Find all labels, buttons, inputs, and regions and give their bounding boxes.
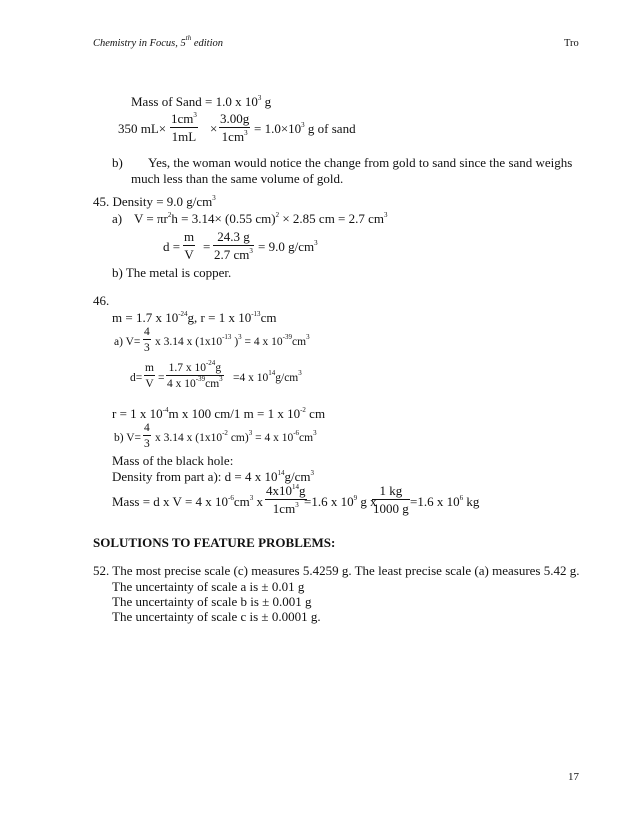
q45-d-result: = 9.0 $g/cm^3$ (258, 239, 318, 254)
q46-black-hole-density: Density from part a): d = 4 x $10^{14}g/cm^3$ (112, 469, 314, 484)
q45-a-volume: $V = \pi r^2h = 3.14\times (0.55$ cm)$^2$ × 2.85 cm = 2.7 $cm^3$ (134, 211, 388, 226)
q46-va-lead: a) V= (114, 336, 141, 348)
q46-d-fraction-1: m V (145, 362, 154, 390)
item-b-line1: Yes, the woman would notice the change from gold to sand since the sand weighs (148, 155, 573, 170)
q46-black-hole-label: Mass of the black hole: (112, 453, 234, 468)
q46-mass-lead: Mass = d x V = 4 x $10^{-6}cm^3$ x (112, 494, 264, 509)
q46-mass-fraction-1: $4x10^{14}g$ $1cm^3$ (266, 483, 306, 516)
sand-times: × (210, 121, 218, 136)
item-b-label: b) (112, 155, 123, 170)
q46-mass-result: =1.6 x $10^6$ kg (410, 494, 480, 509)
q46-vb-fraction: 4 3 (144, 422, 150, 450)
q46-given: m = 1.7 x $10^{-24}g$, r = 1 x $10^{-13}cm$ (112, 310, 277, 325)
q46-vb-expression: x 3.14 x ($1x10^{-2}$ cm)$^3$ = 4 x $10^{-6}cm^3$ (155, 429, 317, 444)
q46-mass-mid: =1.6 x $10^9$ g x (304, 494, 377, 509)
q46-radius-conversion: r = 1 x $10^{-4}m$ x 100 cm/1 m = 1 x $10^{-2}$ cm (112, 406, 326, 421)
q46-va-expression: x 3.14 x ($1x10^{-13}$ )$^3$ = 4 x $10^{-39}cm^3$ (155, 333, 310, 348)
sand-calc-lead: 350 mL× (118, 121, 167, 136)
running-header-author: Tro (564, 38, 579, 49)
q45-a-label: a) (112, 211, 123, 226)
q46-d-eq: = (158, 372, 165, 384)
q45-b-answer: b) The metal is copper. (112, 265, 232, 280)
running-header-title: Chemistry in Focus, 5th edition (93, 34, 223, 49)
q46-number: 46. (93, 293, 110, 308)
q46-vb-lead: b) V= (114, 432, 142, 444)
uncertainty-b: The uncertainty of scale b is ± 0.001 g (112, 594, 312, 609)
q46-d-result: =4 x $10^{14}g/cm^3$ (233, 369, 302, 384)
q45-d-fraction-2: 24.3 g 2.7 $cm^3$ (214, 229, 253, 262)
q52-text: 52. The most precise scale (c) measures 5.4259 g. The least precise scale (a) measures 5.42 g. (93, 563, 580, 578)
uncertainty-a: The uncertainty of scale a is ± 0.01 g (112, 579, 305, 594)
feature-heading: SOLUTIONS TO FEATURE PROBLEMS: (93, 535, 336, 550)
page-number: 17 (568, 771, 579, 783)
uncertainty-c: The uncertainty of scale c is ± 0.0001 g. (112, 609, 321, 624)
q45-heading: 45. Density = 9.0 $g/cm^3$ (93, 194, 216, 209)
sand-fraction-2: 3.00g $1cm^3$ (220, 111, 250, 144)
sand-calc-result: = $1.0\times 10^3$ g of sand (254, 121, 356, 136)
q46-d-fraction-2: 1.7 x $10^{-24}g$ 4 x $10^{-39}cm^3$ (167, 359, 223, 390)
sand-mass-line: Mass of Sand = 1.0 x $10^3$ g (131, 94, 272, 109)
q45-d-eq: = (203, 239, 211, 254)
sand-fraction-1: $1cm^3$ 1mL (171, 111, 197, 144)
q46-d-lead: d= (130, 372, 143, 384)
q46-va-fraction: 4 3 (144, 326, 150, 354)
q45-d-fraction-1: m V (184, 229, 195, 262)
q45-d-lead: d = (163, 239, 181, 254)
item-b-line2: much less than the same volume of gold. (131, 171, 344, 186)
q46-mass-fraction-2: 1 kg 1000 g (373, 483, 409, 516)
